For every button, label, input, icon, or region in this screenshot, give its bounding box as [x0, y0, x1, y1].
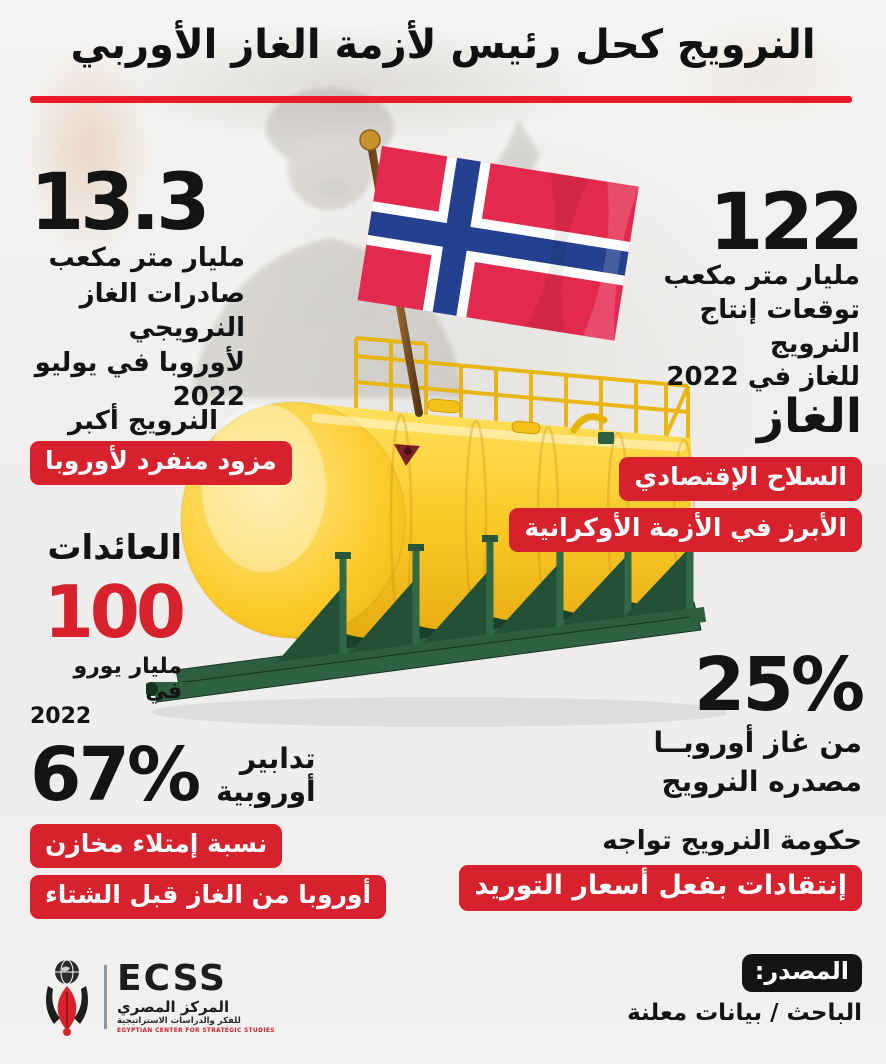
logo-name-arabic: المركز المصري [117, 998, 230, 1017]
source-text: الباحث / بيانات معلنة [627, 1000, 862, 1026]
ecss-logo [40, 958, 275, 1036]
storage-value: 67% [30, 732, 199, 818]
stat-criticism [459, 826, 862, 911]
gas-banner-2: الأبرز في الأزمة الأوكرانية [509, 508, 862, 552]
ecss-emblem-icon [40, 958, 94, 1036]
supplier-banner: مزود منفرد لأوروبا [30, 441, 292, 485]
storage-intro-1: تدابير [239, 742, 316, 775]
stat-gas-exports [30, 158, 245, 415]
title-divider [30, 96, 852, 103]
storage-intro [216, 738, 315, 808]
revenues-value: 100 [43, 570, 182, 654]
share-desc-2: مصدره النرويج [661, 765, 862, 799]
storage-banner-1: نسبة إمتلاء مخازن [30, 824, 282, 868]
exports-desc-1: صادرات الغاز النرويجي [79, 278, 245, 343]
production-desc-2: للغاز في 2022 [666, 362, 860, 393]
logo-name-english: EGYPTIAN CENTER FOR STRATEGIC STUDIES [117, 1027, 275, 1034]
criticism-banner: إنتقادات بفعل أسعار التوريد [459, 865, 862, 911]
page-title: النرويج كحل رئيس لأزمة الغاز الأوربي [70, 22, 816, 68]
exports-value: 13.3 [30, 158, 207, 248]
stat-revenues [30, 528, 182, 729]
exports-desc-2: لأوروبا في يوليو 2022 [34, 348, 245, 413]
revenues-unit: مليار يورو في [73, 654, 182, 704]
source-block [627, 954, 862, 1026]
criticism-intro: حكومة النرويج تواجه [602, 826, 862, 856]
share-value: 25% [693, 642, 862, 728]
share-desc-1: من غاز أوروبــا [653, 726, 862, 759]
supplier-intro: النرويج أكبر [68, 406, 218, 436]
stat-gas-production [620, 178, 860, 395]
gas-banner-1: السلاح الإقتصادي [619, 457, 862, 501]
storage-banner-2: أوروبا من الغاز قبل الشتاء [30, 875, 386, 919]
stat-gas-weapon [509, 390, 862, 552]
production-value: 122 [709, 178, 860, 268]
stat-sole-supplier [30, 406, 277, 485]
storage-intro-2: أوروبية [216, 775, 316, 809]
logo-acronym: ECSS [117, 958, 227, 1000]
stat-storage-fill [30, 732, 386, 919]
logo-name-arabic-sub: للفكر والدراسات الاستراتيجية [117, 1015, 241, 1026]
gas-heading: الغاز [757, 389, 862, 444]
stat-europe-share [653, 642, 862, 801]
ground-shadow [151, 697, 726, 727]
source-label: المصدر: [742, 954, 862, 992]
logo-divider [104, 965, 107, 1029]
revenues-heading: العائدات [47, 528, 182, 568]
production-desc-1: توقعات إنتاج النرويج [699, 294, 860, 359]
revenues-year: 2022 [30, 704, 92, 729]
exports-unit: مليار متر مكعب [48, 243, 245, 274]
production-unit: مليار متر مكعب [663, 261, 860, 292]
